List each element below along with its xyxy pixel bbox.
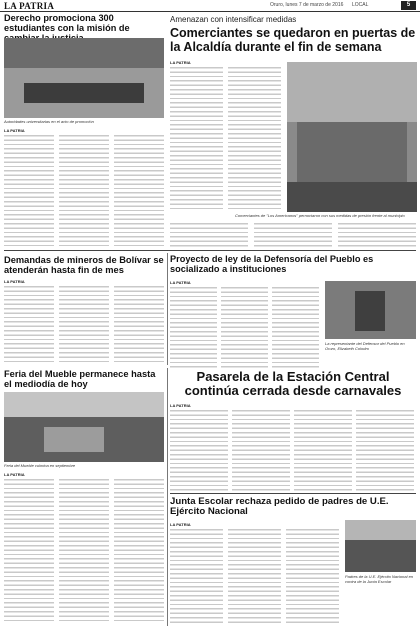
furniture-headline: Feria del Mueble permanece hasta el mediodía de hoy bbox=[4, 369, 156, 390]
merchants-body-continued bbox=[170, 222, 417, 248]
students-caption: Autoridades universitarias en el acto de promoción bbox=[4, 119, 94, 124]
merchants-body bbox=[170, 66, 282, 212]
ombudsman-body bbox=[170, 286, 320, 368]
merchants-kicker: Amenazan con intensificar medidas bbox=[170, 15, 297, 24]
section-divider bbox=[4, 250, 416, 251]
school-headline: Junta Escolar rechaza pedido de padres de U.E. Ejército Nacional bbox=[170, 496, 389, 518]
ombudsman-tag: LA PATRIA bbox=[170, 280, 191, 285]
station-headline: Pasarela de la Estación Central continúa cerrada desde carnavales bbox=[184, 369, 402, 399]
furniture-body bbox=[4, 478, 164, 624]
issue-date: Oruro, lunes 7 de marzo de 2016 bbox=[270, 2, 344, 8]
ombudsman-photo bbox=[325, 281, 416, 339]
section-name: LOCAL bbox=[352, 2, 369, 8]
page-number: 5 bbox=[401, 1, 416, 10]
ombudsman-caption: La representante del Defensor del Pueblo en Oruro, Elizabeth Colodro bbox=[325, 341, 405, 351]
furniture-caption: Feria del Mueble culmina en septiembre bbox=[4, 463, 76, 468]
school-tag: LA PATRIA bbox=[170, 522, 191, 527]
column-divider bbox=[167, 253, 168, 365]
furniture-photo bbox=[4, 392, 164, 462]
station-body bbox=[170, 409, 416, 491]
miners-body bbox=[4, 285, 164, 365]
miners-headline: Demandas de mineros de Bolívar se atenderán hasta fin de mes bbox=[4, 255, 164, 276]
station-tag: LA PATRIA bbox=[170, 403, 191, 408]
merchants-tag: LA PATRIA bbox=[170, 60, 191, 65]
column-divider bbox=[167, 368, 168, 626]
furniture-tag: LA PATRIA bbox=[4, 472, 25, 477]
students-headline: Derecho promociona 300 estudiantes con la misión de bbox=[4, 13, 130, 33]
merchants-photo bbox=[287, 62, 417, 212]
students-body bbox=[4, 134, 164, 246]
section-divider bbox=[170, 493, 416, 494]
merchants-headline: Comerciantes se quedaron en puertas de la Alcaldía durante el fin de semana bbox=[170, 26, 416, 54]
school-photo bbox=[345, 520, 416, 572]
students-photo bbox=[4, 38, 164, 118]
students-tag: LA PATRIA bbox=[4, 128, 25, 133]
merchants-caption: Comerciantes de "Los Americanos" pernoctaron con sus medidas de presión frente al municipio bbox=[235, 213, 405, 218]
school-body bbox=[170, 528, 340, 626]
newspaper-logo: LA PATRIA bbox=[4, 1, 55, 11]
school-caption: Padres de la U.E. Ejército Nacional en contra de la Junta Escolar bbox=[345, 574, 414, 584]
ombudsman-headline: Proyecto de ley de la Defensoría del Pueblo es socializado a instituciones bbox=[170, 254, 374, 274]
miners-tag: LA PATRIA bbox=[4, 279, 25, 284]
